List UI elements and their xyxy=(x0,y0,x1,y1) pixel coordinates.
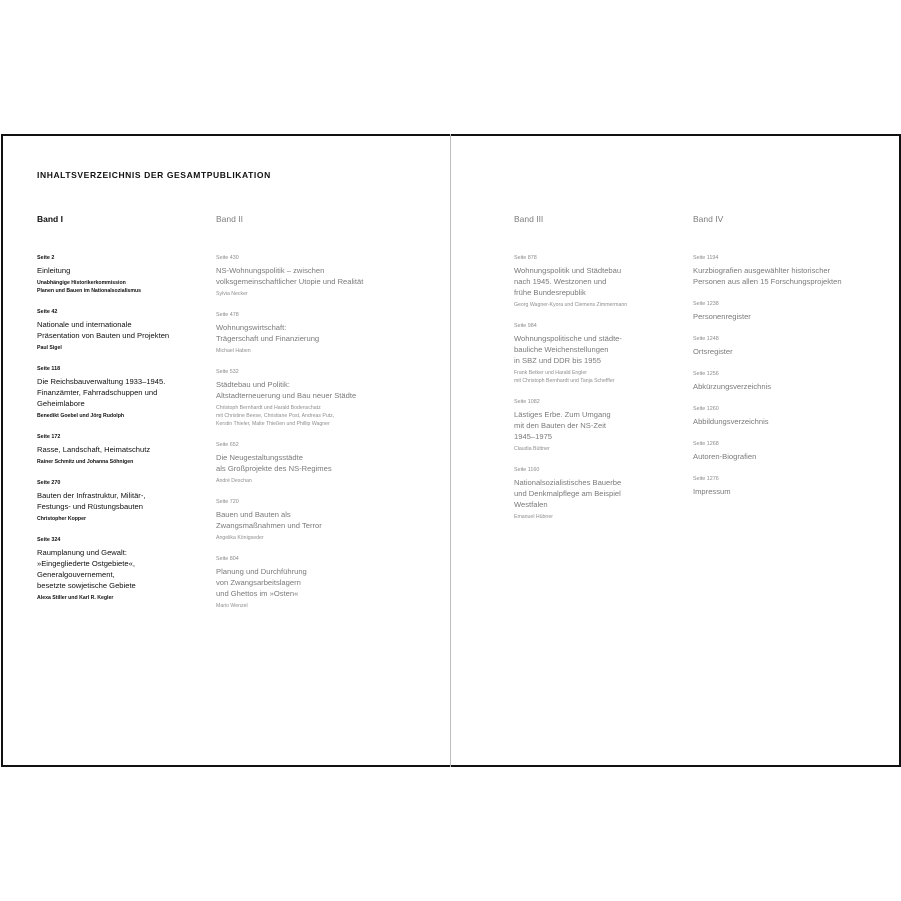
page-number: Seite 804 xyxy=(216,556,239,562)
toc-entry[interactable] xyxy=(693,301,868,322)
page-number: Seite 478 xyxy=(216,312,239,318)
page-number: Seite 1256 xyxy=(693,371,719,377)
toc-entry[interactable] xyxy=(37,366,212,420)
entry-authors: Christoph Bernhardt und Harald Bodenschatz mit Christine Beese, Christiane Post, Andreas Putz, Kerstin Thieler, Malte Thießen und Phillip Wagner xyxy=(216,405,335,427)
entry-title: Planung und Durchführung von Zwangsarbeitslagern und Ghettos im »Osten« xyxy=(216,567,307,598)
page-number: Seite 118 xyxy=(37,366,61,372)
entry-authors: Alexa Stiller und Karl R. Kegler xyxy=(37,595,114,601)
column-band-1 xyxy=(37,214,212,616)
toc-entry[interactable] xyxy=(37,480,212,523)
entry-title: NS-Wohnungspolitik – zwischen volksgemeinschaftlicher Utopie und Realität xyxy=(216,266,364,286)
page-number: Seite 172 xyxy=(37,434,61,440)
toc-entry[interactable] xyxy=(693,336,868,357)
entry-authors: Angelika Königseder xyxy=(216,535,264,541)
band-title: Band IV xyxy=(693,214,724,224)
entry-authors: Emanuel Hübner xyxy=(514,514,553,520)
entry-title: Städtebau und Politik: Altstadterneuerung und Bau neuer Städte xyxy=(216,380,357,400)
toc-entry[interactable] xyxy=(514,467,689,521)
entry-title: Nationale und internationale Präsentation von Bauten und Projekten xyxy=(37,320,170,340)
column-band-3 xyxy=(514,214,689,535)
band-title: Band I xyxy=(37,214,63,224)
entry-authors: Georg Wagner-Kyora und Clemens Zimmermann xyxy=(514,302,628,308)
toc-entry[interactable] xyxy=(693,371,868,392)
column-band-2 xyxy=(216,214,391,624)
entry-authors: André Deschan xyxy=(216,478,252,484)
entry-authors: Frank Betker und Harald Engler mit Christoph Bernhardt und Tanja Scheffler xyxy=(514,370,615,384)
page-number: Seite 324 xyxy=(37,537,61,543)
toc-entry[interactable] xyxy=(216,442,391,485)
page-number: Seite 878 xyxy=(514,255,537,261)
entry-authors: Rainer Schmitz und Johanna Söhnigen xyxy=(37,459,134,465)
page-number: Seite 1248 xyxy=(693,336,719,342)
toc-entry[interactable] xyxy=(693,441,868,462)
page-gutter xyxy=(450,134,451,767)
entry-authors: Sylvia Necker xyxy=(216,291,248,297)
entry-authors: Paul Sigel xyxy=(37,345,62,351)
toc-entry[interactable] xyxy=(216,556,391,610)
page-number: Seite 2 xyxy=(37,255,55,261)
page-number: Seite 1194 xyxy=(693,255,719,261)
entry-authors: Unabhängige Historikerkommission Planen und Bauen im Nationalsozialismus xyxy=(37,280,142,294)
band-title: Band II xyxy=(216,214,243,224)
toc-entry[interactable] xyxy=(514,255,689,309)
toc-entry[interactable] xyxy=(216,499,391,542)
page-number: Seite 270 xyxy=(37,480,61,486)
entry-title: Wohnungspolitik und Städtebau nach 1945. Westzonen und frühe Bundesrepublik xyxy=(514,266,622,297)
page-number: Seite 430 xyxy=(216,255,239,261)
entry-authors: Michael Haben xyxy=(216,348,251,354)
entry-title: Nationalsozialistisches Bauerbe und Denkmalpflege am Beispiel Westfalen xyxy=(514,478,622,509)
page-number: Seite 1276 xyxy=(693,476,719,482)
column-band-4 xyxy=(693,214,868,511)
entry-authors: Christopher Kopper xyxy=(37,516,86,522)
entry-title: Autoren-Biografien xyxy=(693,452,757,461)
toc-entry[interactable] xyxy=(514,399,689,453)
toc-entry[interactable] xyxy=(37,434,212,466)
toc-entry[interactable] xyxy=(693,255,868,287)
entry-title: Wohnungspolitische und städte- bauliche Weichenstellungen in SBZ und DDR bis 1955 xyxy=(514,334,622,365)
entry-title: Lästiges Erbe. Zum Umgang mit den Bauten der NS-Zeit 1945–1975 xyxy=(514,410,611,441)
entry-title: Ortsregister xyxy=(693,347,733,356)
page-number: Seite 1160 xyxy=(514,467,540,473)
entry-title: Impressum xyxy=(693,487,731,496)
entry-title: Die Neugestaltungsstädte als Großprojekte des NS-Regimes xyxy=(216,453,332,473)
toc-entry[interactable] xyxy=(216,312,391,355)
toc-entry[interactable] xyxy=(37,537,212,602)
toc-entry[interactable] xyxy=(693,406,868,427)
page-number: Seite 1082 xyxy=(514,399,540,405)
band-title: Band III xyxy=(514,214,544,224)
toc-entry[interactable] xyxy=(514,323,689,385)
entry-title: Einleitung xyxy=(37,266,71,275)
entry-title: Wohnungswirtschaft: Trägerschaft und Finanzierung xyxy=(216,323,320,343)
page-number: Seite 1268 xyxy=(693,441,719,447)
page-number: Seite 1260 xyxy=(693,406,719,412)
page-number: Seite 984 xyxy=(514,323,537,329)
page-number: Seite 42 xyxy=(37,309,58,315)
entry-title: Personenregister xyxy=(693,312,751,321)
entry-title: Raumplanung und Gewalt: »Eingegliederte Ostgebiete«, Generalgouvernement, besetzte sowjetische Gebiete xyxy=(37,548,136,590)
entry-authors: Claudia Büttner xyxy=(514,446,550,452)
toc-entry[interactable] xyxy=(216,369,391,428)
entry-title: Bauen und Bauten als Zwangsmaßnahmen und Terror xyxy=(216,510,322,530)
page-number: Seite 1238 xyxy=(693,301,719,307)
page-number: Seite 532 xyxy=(216,369,239,375)
toc-entry[interactable] xyxy=(37,309,212,352)
toc-entry[interactable] xyxy=(37,255,212,295)
toc-entry[interactable] xyxy=(693,476,868,497)
entry-title: Bauten der Infrastruktur, Militär-, Festungs- und Rüstungsbauten xyxy=(37,491,146,511)
entry-title: Kurzbiografien ausgewählter historischer Personen aus allen 15 Forschungsprojekten xyxy=(693,266,842,286)
entry-title: Rasse, Landschaft, Heimatschutz xyxy=(37,445,151,454)
toc-heading: INHALTSVERZEICHNIS DER GESAMTPUBLIKATION xyxy=(37,170,271,180)
entry-title: Die Reichsbauverwaltung 1933–1945. Finanzämter, Fahrradschuppen und Geheimlabore xyxy=(37,377,166,408)
page-number: Seite 652 xyxy=(216,442,239,448)
page-number: Seite 720 xyxy=(216,499,239,505)
entry-title: Abbildungsverzeichnis xyxy=(693,417,769,426)
entry-authors: Mario Wenzel xyxy=(216,603,248,609)
entry-title: Abkürzungsverzeichnis xyxy=(693,382,772,391)
entry-authors: Benedikt Goebel und Jörg Rudolph xyxy=(37,413,125,419)
toc-entry[interactable] xyxy=(216,255,391,298)
